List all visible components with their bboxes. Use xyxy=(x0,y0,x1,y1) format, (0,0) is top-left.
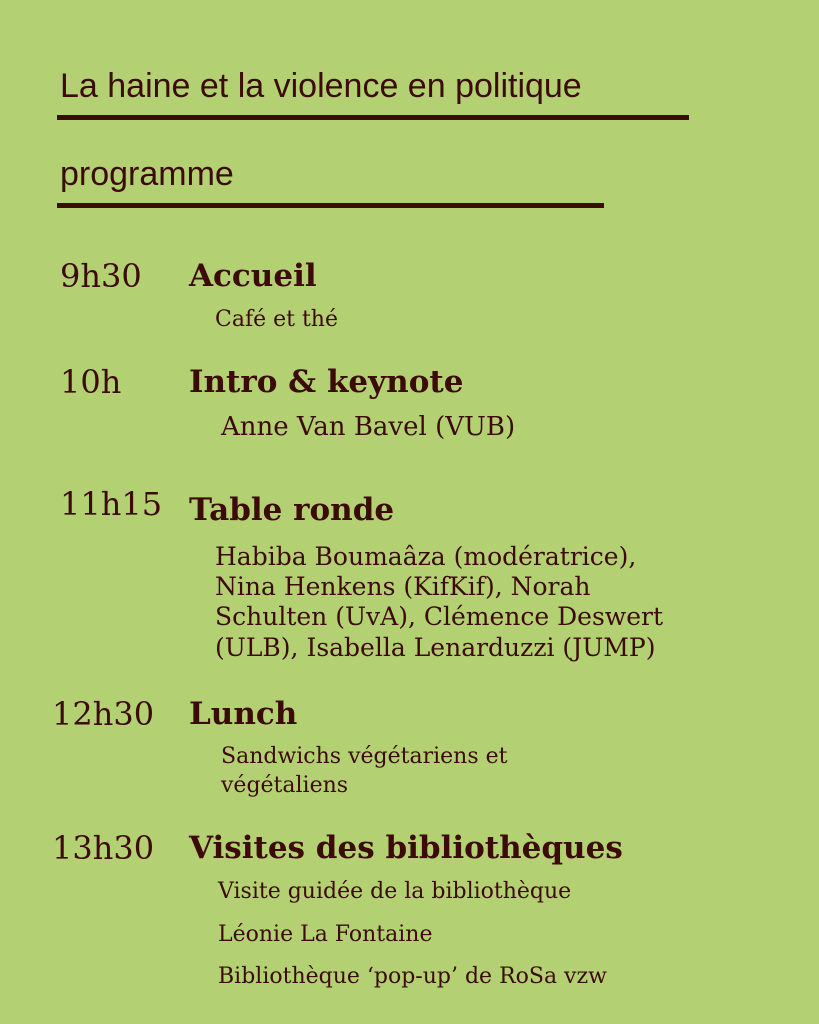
schedule-time: 13h30 xyxy=(52,829,155,867)
schedule-detail: Café et thé xyxy=(215,307,338,332)
schedule-event: Accueil xyxy=(189,258,317,294)
schedule-event: Intro & keynote xyxy=(189,364,464,400)
schedule-time: 11h15 xyxy=(60,485,163,523)
page-title: La haine et la violence en politique xyxy=(60,67,582,105)
schedule-detail: végétaliens xyxy=(221,773,349,798)
schedule-time: 9h30 xyxy=(60,257,142,295)
subtitle-underline xyxy=(57,203,604,208)
schedule-detail: Schulten (UvA), Clémence Deswert xyxy=(215,602,663,631)
schedule-detail: (ULB), Isabella Lenarduzzi (JUMP) xyxy=(215,633,656,662)
schedule-time: 12h30 xyxy=(52,695,155,733)
schedule-event: Lunch xyxy=(189,696,298,732)
schedule-detail: Nina Henkens (KifKif), Norah xyxy=(215,572,591,601)
schedule-event: Visites des bibliothèques xyxy=(189,830,623,866)
schedule-detail: Habiba Boumaâza (modératrice), xyxy=(215,542,637,571)
schedule-detail: Anne Van Bavel (VUB) xyxy=(221,412,516,442)
schedule-detail: Léonie La Fontaine xyxy=(218,922,433,947)
title-underline xyxy=(57,115,689,120)
schedule-detail: Bibliothèque ‘pop-up’ de RoSa vzw xyxy=(218,964,607,989)
schedule-detail: Sandwichs végétariens et xyxy=(221,744,508,769)
page-subtitle: programme xyxy=(60,155,234,193)
schedule-event: Table ronde xyxy=(189,492,395,528)
schedule-time: 10h xyxy=(60,363,122,401)
schedule-detail: Visite guidée de la bibliothèque xyxy=(218,879,572,904)
